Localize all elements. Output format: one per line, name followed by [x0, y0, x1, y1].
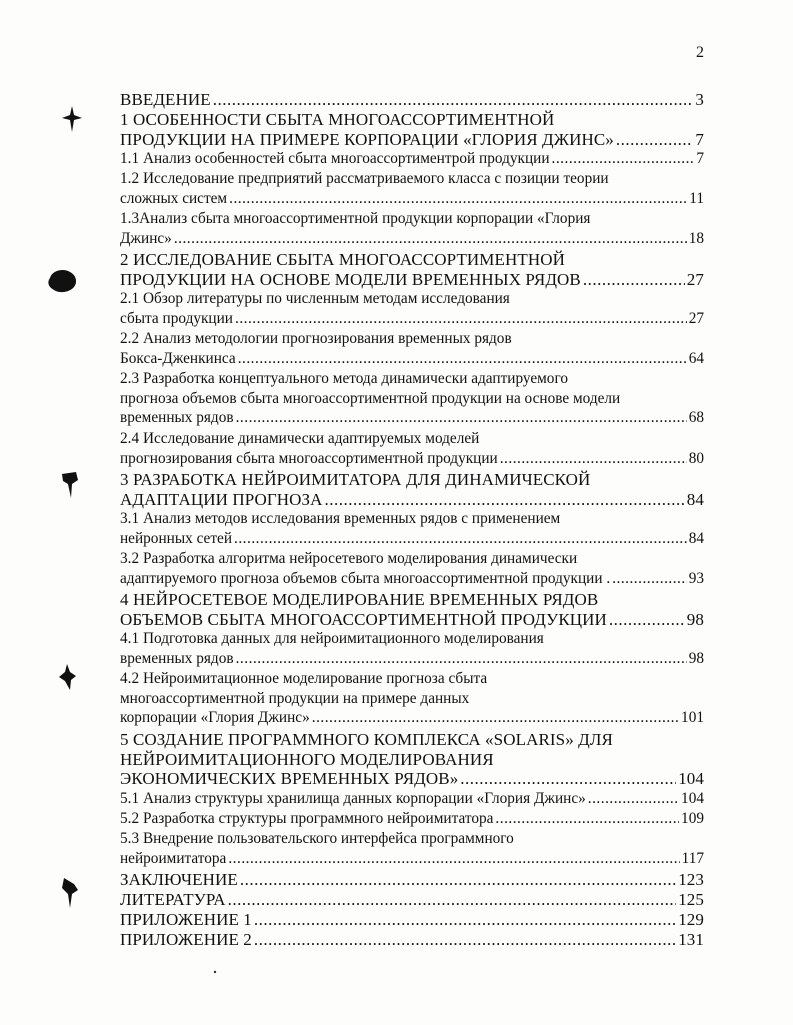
- toc-entry-title: Бокса-Дженкинса: [120, 349, 236, 367]
- toc-line: [120, 290, 704, 310]
- dot-leader: [460, 769, 676, 789]
- toc-line: [120, 130, 704, 150]
- toc-entry-title: временных рядов: [120, 409, 234, 426]
- toc-entry-title: ПРИЛОЖЕНИЕ 2: [120, 930, 252, 949]
- toc-line: [120, 690, 704, 710]
- toc-page-number: 98: [688, 649, 704, 667]
- toc-line: [120, 570, 704, 590]
- toc-line: [120, 550, 704, 570]
- toc-line: [120, 590, 704, 610]
- toc-entry-title: прогноза объемов сбыта многоассортиментной продукции на основе модели: [120, 389, 621, 407]
- toc-entry-title: 2.1 Обзор литературы по численным методам исследования: [120, 290, 510, 307]
- toc-entry-title: 1.1 Анализ особенностей сбыта многоассортиментрой продукции: [120, 150, 550, 167]
- dot-leader: [174, 230, 687, 248]
- dot-leader: [228, 890, 677, 910]
- dot-leader: [588, 790, 679, 808]
- toc-entry-title: 4.1 Подготовка данных для нейроимитационного моделирования: [120, 630, 544, 647]
- toc-entry-title: сбыта продукции: [120, 309, 233, 327]
- dot-leader: [228, 850, 679, 868]
- dot-leader: [609, 610, 685, 630]
- toc-line: [120, 650, 704, 670]
- toc-page-number: 84: [688, 529, 704, 547]
- toc-page-number: 80: [688, 449, 704, 467]
- dot-leader: [234, 530, 687, 548]
- toc-page-number: 18: [688, 229, 704, 247]
- dot-leader: [254, 910, 676, 930]
- toc-page-number: 101: [681, 709, 704, 726]
- toc-entry-title: 2.2 Анализ методологии прогнозирования временных рядов: [120, 330, 512, 347]
- toc-page-number: 131: [678, 930, 704, 949]
- toc-entry-title: ЗАКЛЮЧЕНИЕ: [120, 870, 238, 889]
- toc-entry-title: сложных систем: [120, 189, 228, 207]
- toc-entry-title: НЕЙРОИМИТАЦИОННОГО МОДЕЛИРОВАНИЯ: [120, 749, 494, 769]
- toc-page-number: 125: [678, 890, 704, 909]
- toc-entry-title: нейроимитатора: [120, 849, 227, 867]
- toc-line: [120, 430, 704, 450]
- toc-line: [120, 409, 704, 429]
- toc-line: [120, 630, 704, 650]
- toc-entry-title: временных рядов: [120, 649, 234, 667]
- page-number: 2: [696, 44, 704, 61]
- speck: [213, 970, 217, 974]
- dot-leader: [235, 310, 687, 328]
- toc-entry-title: 1 ОСОБЕННОСТИ СБЫТА МНОГОАССОРТИМЕНТНОЙ: [120, 110, 555, 129]
- toc-page-number: 7: [695, 129, 704, 149]
- toc-entry-title: корпорации «Глория Джинс»: [120, 709, 310, 726]
- dot-leader: [312, 709, 679, 727]
- toc-page-number: 11: [689, 189, 704, 207]
- toc-entry-title: 3.2 Разработка алгоритма нейросетевого моделирования динамически: [120, 550, 578, 567]
- toc-entry-title: АДАПТАЦИИ ПРОГНОЗА: [120, 489, 323, 509]
- toc-entry-title: ВВЕДЕНИЕ: [120, 90, 211, 109]
- toc-page-number: 68: [688, 409, 704, 426]
- dot-leader: [552, 150, 695, 168]
- dot-leader: [500, 450, 687, 468]
- ink-blot-5: [60, 878, 80, 908]
- toc-entry-title: 2.4 Исследование динамически адаптируемых моделей: [120, 430, 480, 447]
- dot-leader: [616, 130, 694, 150]
- toc-entry-title: 3 РАЗРАБОТКА НЕЙРОИМИТАТОРА ДЛЯ ДИНАМИЧЕСКОЙ: [120, 470, 591, 489]
- toc-line: [120, 910, 704, 930]
- toc-entry-title: прогнозирования сбыта многоассортиментной продукции: [120, 449, 498, 467]
- toc-line: [120, 350, 704, 370]
- toc-page-number: 7: [696, 150, 704, 167]
- toc-line: [120, 870, 704, 890]
- toc-page-number: 84: [686, 489, 704, 509]
- toc-page-number: 117: [681, 849, 704, 867]
- toc-entry-title: многоассортиментной продукции на примере данных: [120, 689, 470, 707]
- toc-entry-title: ПРИЛОЖЕНИЕ 1: [120, 910, 252, 929]
- ink-blot-3: [60, 470, 80, 500]
- toc-page-number: 123: [678, 870, 704, 889]
- toc-line: [120, 310, 704, 330]
- dot-leader: [240, 870, 676, 890]
- toc-line: [120, 270, 704, 290]
- toc-line: [120, 150, 704, 170]
- toc-line: [120, 450, 704, 470]
- toc-page-number: 98: [686, 609, 704, 629]
- toc-line: [120, 890, 704, 910]
- toc-line: [120, 530, 704, 550]
- toc-line: [120, 670, 704, 690]
- toc-entry-title: 1.2 Исследование предприятий рассматриваемого класса с позиции теории: [120, 170, 609, 187]
- toc-line: [120, 750, 704, 770]
- dot-leader: [254, 930, 676, 950]
- toc-page-number: 104: [678, 769, 704, 788]
- toc-entry-title: 5.1 Анализ структуры хранилища данных корпорации «Глория Джинс»: [120, 790, 586, 807]
- toc-line: [120, 330, 704, 350]
- toc-entry-title: 4 НЕЙРОСЕТЕВОЕ МОДЕЛИРОВАНИЕ ВРЕМЕННЫХ РЯДОВ: [120, 590, 599, 609]
- toc-entry-title: ПРОДУКЦИИ НА ОСНОВЕ МОДЕЛИ ВРЕМЕННЫХ РЯДОВ: [120, 269, 581, 289]
- toc-line: [120, 510, 704, 530]
- dot-leader: [238, 350, 687, 368]
- toc-line: [120, 370, 704, 390]
- toc-line: [120, 850, 704, 870]
- dot-leader: [213, 90, 694, 110]
- toc-line: [120, 490, 704, 510]
- toc-entry-title: 4.2 Нейроимитационное моделирование прогноза сбыта: [120, 670, 488, 687]
- dot-leader: [229, 190, 687, 208]
- dot-leader: [612, 570, 687, 588]
- toc-entry-title: 3.1 Анализ методов исследования временных рядов с применением: [120, 510, 561, 527]
- toc-entry-title: Джинс»: [120, 229, 172, 247]
- toc-line: [120, 170, 704, 190]
- toc-line: [120, 190, 704, 210]
- toc-line: [120, 610, 704, 630]
- toc-line: [120, 90, 704, 110]
- toc-entry-title: 5.3 Внедрение пользовательского интерфейса программного: [120, 830, 514, 847]
- toc-page-number: 104: [681, 790, 704, 807]
- toc-page-number: 93: [688, 569, 704, 587]
- dot-leader: [325, 490, 685, 510]
- toc-page-number: 129: [678, 910, 704, 929]
- toc-line: [120, 830, 704, 850]
- toc-page-number: 27: [686, 269, 704, 289]
- toc-entry-title: 5 СОЗДАНИЕ ПРОГРАММНОГО КОМПЛЕКСА «SOLARIS» ДЛЯ: [120, 730, 613, 749]
- toc-entry-title: 2 ИССЛЕДОВАНИЕ СБЫТА МНОГОАССОРТИМЕНТНОЙ: [120, 250, 565, 269]
- dot-leader: [495, 810, 679, 828]
- toc-page-number: 3: [695, 90, 704, 109]
- toc-entry-title: нейронных сетей: [120, 529, 233, 547]
- ink-blot-2: [46, 268, 78, 294]
- toc-entry-title: ОБЪЕМОВ СБЫТА МНОГОАССОРТИМЕНТНОЙ ПРОДУКЦИИ: [120, 609, 607, 629]
- toc-line: [120, 930, 704, 950]
- toc-entry-title: 5.2 Разработка структуры программного нейроимитатора: [120, 810, 494, 827]
- ink-blot-4: [58, 664, 78, 690]
- ink-blot-1: [62, 106, 82, 132]
- toc-line: [120, 709, 704, 729]
- toc-entry-title: ПРОДУКЦИИ НА ПРИМЕРЕ КОРПОРАЦИИ «ГЛОРИЯ ДЖИНС»: [120, 129, 614, 149]
- toc-line: [120, 790, 704, 810]
- toc-entry-title: адаптируемого прогноза объемов сбыта многоассортиментной продукции .: [120, 569, 611, 587]
- toc-line: [120, 230, 704, 250]
- toc-line: [120, 769, 704, 789]
- dot-leader: [236, 650, 687, 668]
- toc-line: [120, 110, 704, 130]
- toc-entry-title: 2.3 Разработка концептуального метода динамически адаптируемого: [120, 370, 569, 387]
- toc-line: [120, 810, 704, 830]
- toc-entry-title: ЛИТЕРАТУРА: [120, 890, 226, 909]
- toc-page-number: 27: [688, 309, 704, 327]
- toc-page-number: 64: [688, 349, 704, 367]
- toc-entry-title: ЭКОНОМИЧЕСКИХ ВРЕМЕННЫХ РЯДОВ»: [120, 769, 459, 788]
- toc-line: [120, 210, 704, 230]
- toc-line: [120, 470, 704, 490]
- toc-page-number: 109: [681, 810, 704, 827]
- toc-line: [120, 250, 704, 270]
- toc-line: [120, 730, 704, 750]
- toc-entry-title: 1.3Анализ сбыта многоассортиментной продукции корпорации «Глория: [120, 210, 591, 227]
- dot-leader: [236, 409, 687, 427]
- dot-leader: [583, 270, 685, 290]
- toc-line: [120, 390, 704, 410]
